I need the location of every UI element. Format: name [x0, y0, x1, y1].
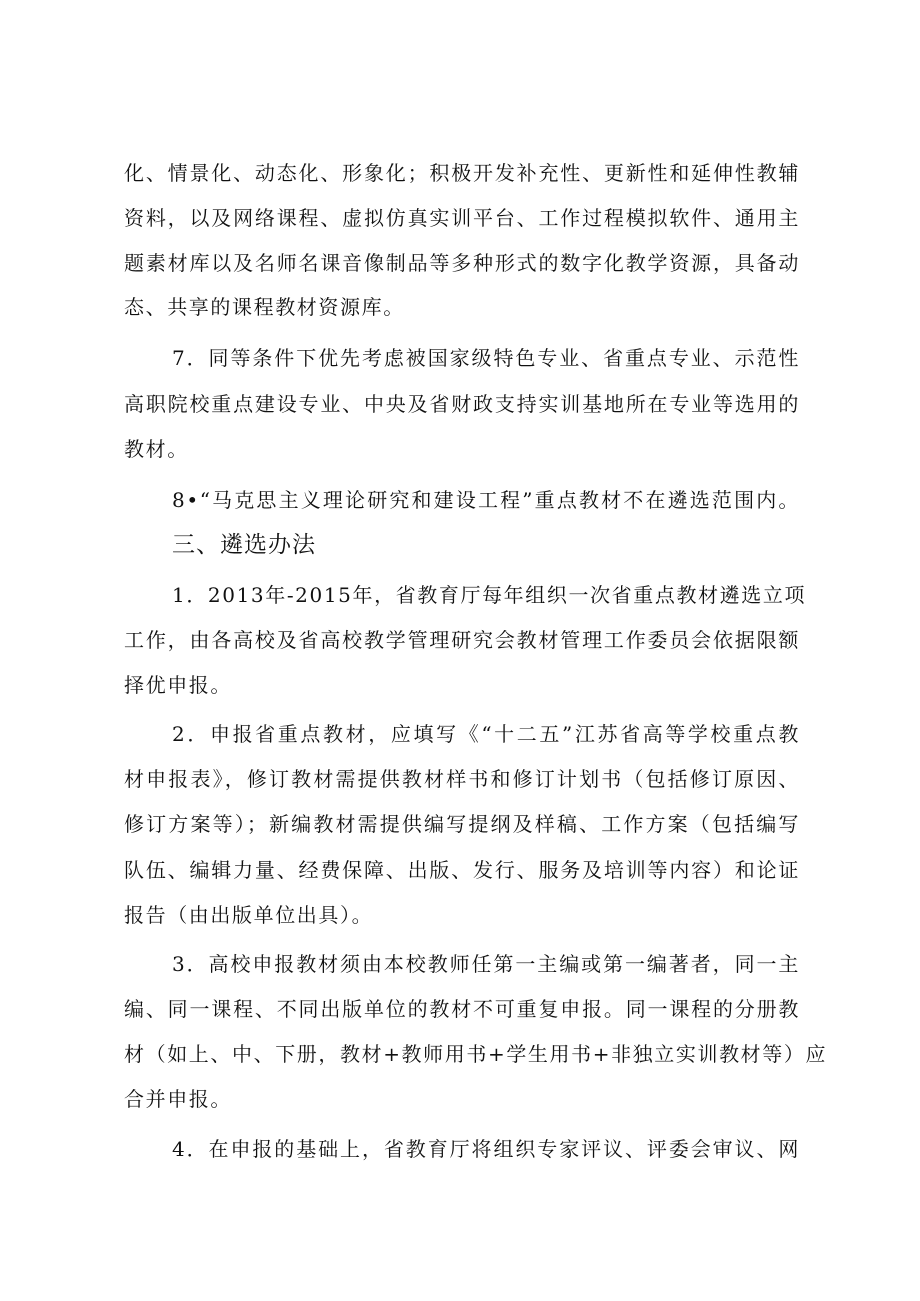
text-line-3: 题素材库以及名师名课音像制品等多种形式的数字化教学资源，具备动 [124, 251, 800, 275]
method-3-line-2: 编、同一课程、不同出版单位的教材不可重复申报。同一课程的分册教 [124, 997, 800, 1021]
method-3-line-1: 3．高校申报教材须由本校教师任第一主编或第一编著者，同一主 [172, 952, 800, 976]
method-1-line-2: 工作，由各高校及省高校教学管理研究会教材管理工作委员会依据限额 [124, 628, 800, 652]
method-2-line-3: 修订方案等）；新编教材需提供编写提纲及样稿、工作方案（包括编写 [124, 812, 800, 836]
method-3-line-4: 合并申报。 [124, 1087, 232, 1111]
method-1-line-1: 1．2013年-2015年，省教育厅每年组织一次省重点教材遴选立项 [172, 583, 807, 607]
text-line-4: 态、共享的课程教材资源库。 [124, 295, 405, 319]
item-7-line-1: 7．同等条件下优先考虑被国家级特色专业、省重点专业、示范性 [172, 346, 800, 370]
item-7-line-2: 高职院校重点建设专业、中央及省财政支持实训基地所在专业等选用的 [124, 392, 800, 416]
section-heading: 三、遴选办法 [172, 532, 316, 558]
method-4-line-1: 4．在申报的基础上，省教育厅将组织专家评议、评委会审议、网 [172, 1137, 800, 1161]
text-line-2: 资料，以及网络课程、虚拟仿真实训平台、工作过程模拟软件、通用主 [124, 206, 800, 230]
method-2-line-2: 材申报表》，修订教材需提供教材样书和修订计划书（包括修订原因、 [124, 767, 800, 791]
method-2-line-4: 队伍、编辑力量、经费保障、出版、发行、服务及培训等内容）和论证 [124, 858, 800, 882]
method-1-line-3: 择优申报。 [124, 673, 232, 697]
text-line-1: 化、情景化、动态化、形象化；积极开发补充性、更新性和延伸性教辅 [124, 161, 800, 185]
item-7-line-3: 教材。 [124, 437, 189, 461]
method-3-line-3: 材（如上、中、下册，教材+教师用书+学生用书+非独立实训教材等）应 [124, 1042, 828, 1066]
method-2-line-1: 2．申报省重点教材，应填写《“十二五”江苏省高等学校重点教 [172, 722, 800, 746]
method-2-line-5: 报告（由出版单位出具）。 [124, 903, 374, 927]
item-8-line: 8•“马克思主义理论研究和建设工程”重点教材不在遴选范围内。 [172, 488, 800, 512]
